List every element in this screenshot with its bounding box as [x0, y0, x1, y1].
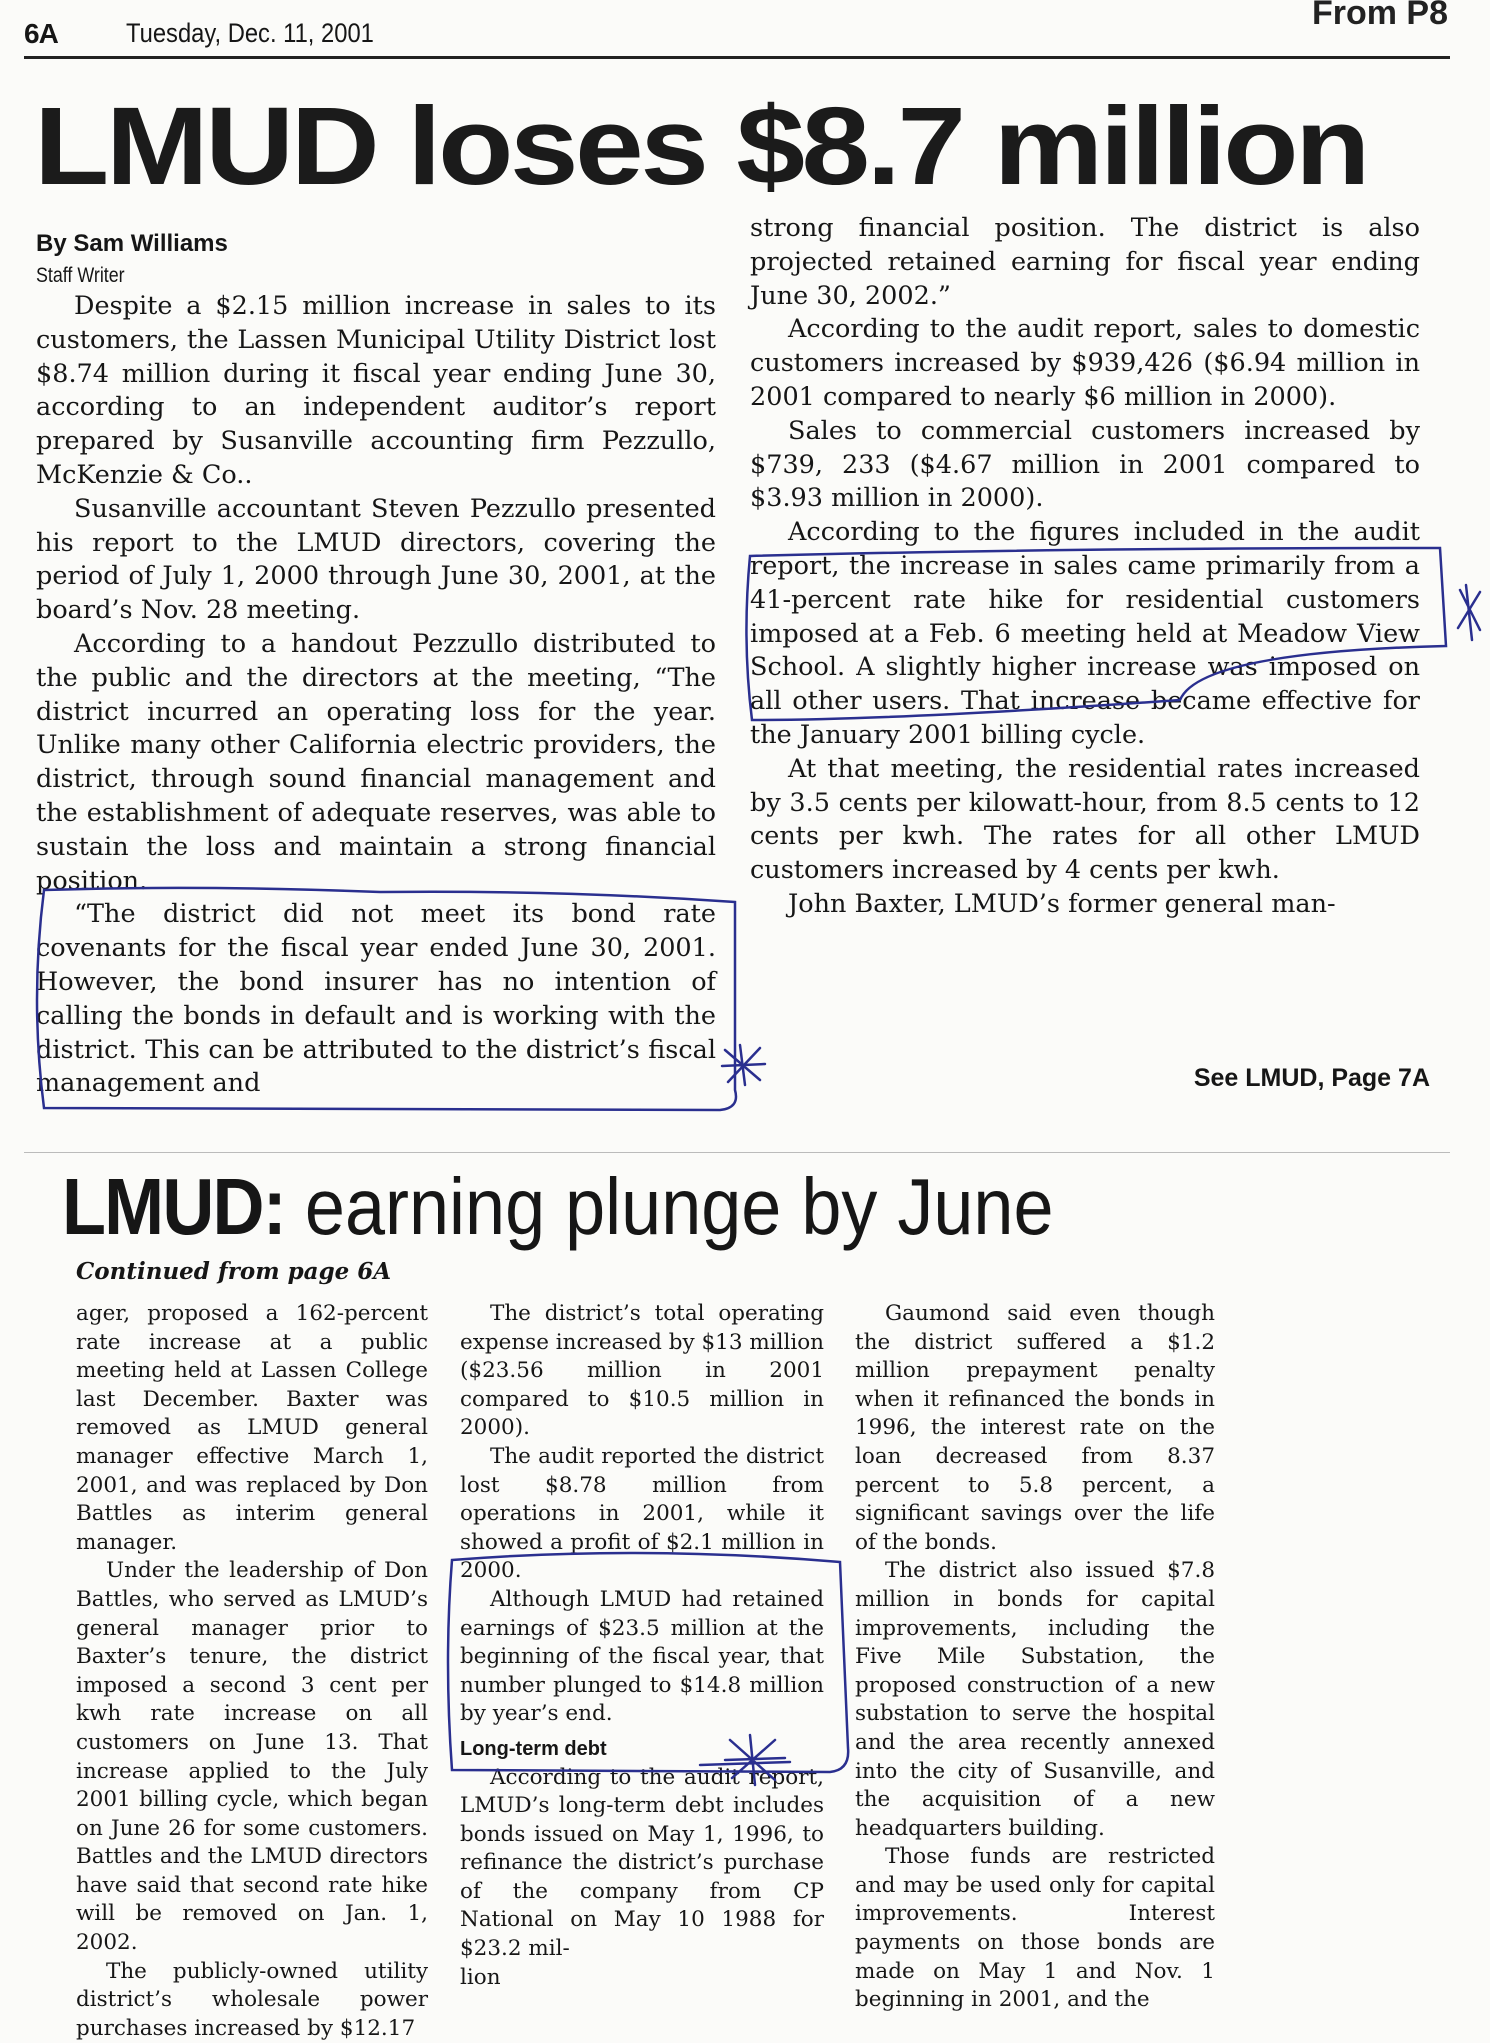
paragraph: Although LMUD had retained earnings of $23.5 million at the beginning of the fiscal year, that number plunged to $14.8 million by year’s end.: [460, 1586, 824, 1727]
paragraph: Under the leadership of Don Battles, who served as LMUD’s general manager prior to Baxter’s tenure, the district imposed a second 3 cent per kwh rate increase on all customers on June 13. That increase applied to the July 2001 billing cycle, which began on June 26 for some customers. Battles and the LMUD directors have said that second rate hike will be removed on Jan. 1, 2002.: [76, 1558, 428, 1956]
paragraph: John Baxter, LMUD’s former general man-: [788, 888, 1336, 919]
continuation-headline-rest: earning plunge by June: [284, 1162, 1054, 1251]
paragraph: Those funds are restricted and may be used only for capital improvements. Interest payments on those bonds are made on May 1 and Nov. 1 beginning in 2001, and the: [855, 1844, 1215, 2013]
paragraph: The district also issued $7.8 million in bonds for capital improvements, including the Five Mile Substation, the proposed construction of a new substation to serve the hospital and the area recently annexed into the city of Susanville, and the acquisition of a new headquarters building.: [855, 1558, 1215, 1841]
paragraph: The publicly-owned utility district’s wholesale power purchases increased by $12.17: [76, 1958, 428, 2041]
paragraph: According to a handout Pezzullo distributed to the public and the directors at the meeting, “The district incurred an operating loss for the year. Unlike many other California electric providers, the district, through sound financial management and the establishment of adequate reserves, was able to sustain the loss and maintain a strong financial position.: [36, 628, 716, 896]
continuation-headline-bold: LMUD:: [62, 1162, 285, 1251]
paragraph: The audit reported the district lost $8.78 million from operations in 2001, while it showed a profit of $2.1 million in 2000.: [460, 1443, 824, 1584]
story-column-2: [750, 212, 1420, 922]
paragraph: “The district did not meet its bond rate covenants for the fiscal year ended June 30, 2001. However, the bond insurer has no intention of calling the bonds in default and is working with the district. This can be attributed to the district’s fiscal management and: [36, 899, 716, 1099]
paragraph: Despite a $2.15 million increase in sales to its customers, the Lassen Municipal Utility District lost $8.74 million during it fiscal year ending June 30, according to an independent auditor’s report prepared by Susanville accounting firm Pezzullo, McKenzie & Co..: [36, 291, 716, 490]
paragraph: According to the audit report, LMUD’s long-term debt includes bonds issued on May 1, 1996, to refinance the district’s purchase of the company from CP National on May 10 1988 for $23.2 mil-: [460, 1764, 824, 1962]
continuation-column-1: [76, 1300, 428, 2043]
headline: LMUD loses $8.7 million: [34, 85, 1368, 208]
paragraph: At that meeting, the residential rates increased by 3.5 cents per kilowatt-hour, from 8.5 cents to 12 cents per kwh. The rates for all other LMUD customers increased by 4 cents per kwh.: [750, 753, 1420, 886]
paragraph: lion: [460, 1964, 501, 1990]
paragraph: According to the audit report, sales to domestic customers increased by $939,426 ($6.94 million in 2001 compared to nearly $6 million in 2000).: [750, 314, 1420, 412]
page-number: 6A: [24, 18, 58, 49]
byline-role: Staff Writer: [36, 264, 125, 287]
paragraph: Gaumond said even though the district suffered a $1.2 million prepayment penalty when it refinanced the bonds in 1996, the interest rate on the loan decreased from 8.37 percent to 5.8 percent, a significant savings over the life of the bonds.: [855, 1301, 1215, 1555]
paragraph: The district’s total operating expense increased by $13 million ($23.56 million in 2001 compared to $10.5 million in 2000).: [460, 1301, 825, 1441]
paragraph: Susanville accountant Steven Pezzullo presented his report to the LMUD directors, covering the period of July 1, 2000 through June 30, 2001, at the board’s Nov. 28 meeting.: [36, 493, 716, 626]
continuation-headline: [62, 1162, 1054, 1252]
header-rule: [24, 56, 1450, 59]
section-divider: [24, 1152, 1450, 1153]
star-mark: [722, 1045, 765, 1085]
continuation-column-3: [855, 1300, 1215, 2015]
from-page-note: From P8: [1311, 0, 1448, 32]
story-column-1: [36, 290, 716, 1101]
paragraph: strong financial position. The district is also projected retained earning for fiscal year ending June 30, 2002.”: [750, 213, 1420, 311]
paragraph: ager, proposed a 162-percent rate increase at a public meeting held at Lassen College last December. Baxter was removed as LMUD general manager effective March 1, 2001, and was replaced by Don Battles as interim general manager.: [76, 1301, 428, 1555]
paragraph: According to the figures included in the audit report, the increase in sales came primarily from a 41-percent rate hike for residential customers imposed at a Feb. 6 meeting held at Meadow View School. A slightly higher increase was imposed on all other users. That increase became effective for the January 2001 billing cycle.: [750, 517, 1420, 750]
subhead: Long-term debt: [460, 1737, 607, 1760]
continued-from: Continued from page 6A: [76, 1258, 392, 1285]
issue-date: Tuesday, Dec. 11, 2001: [126, 18, 374, 48]
byline: By Sam Williams: [36, 230, 228, 257]
paragraph: Sales to commercial customers increased by $739, 233 ($4.67 million in 2001 compared to $3.93 million in 2000).: [750, 415, 1420, 514]
jump-line: See LMUD, Page 7A: [1193, 1064, 1430, 1092]
star-mark: [1458, 585, 1480, 640]
continuation-column-2: [460, 1300, 824, 1992]
